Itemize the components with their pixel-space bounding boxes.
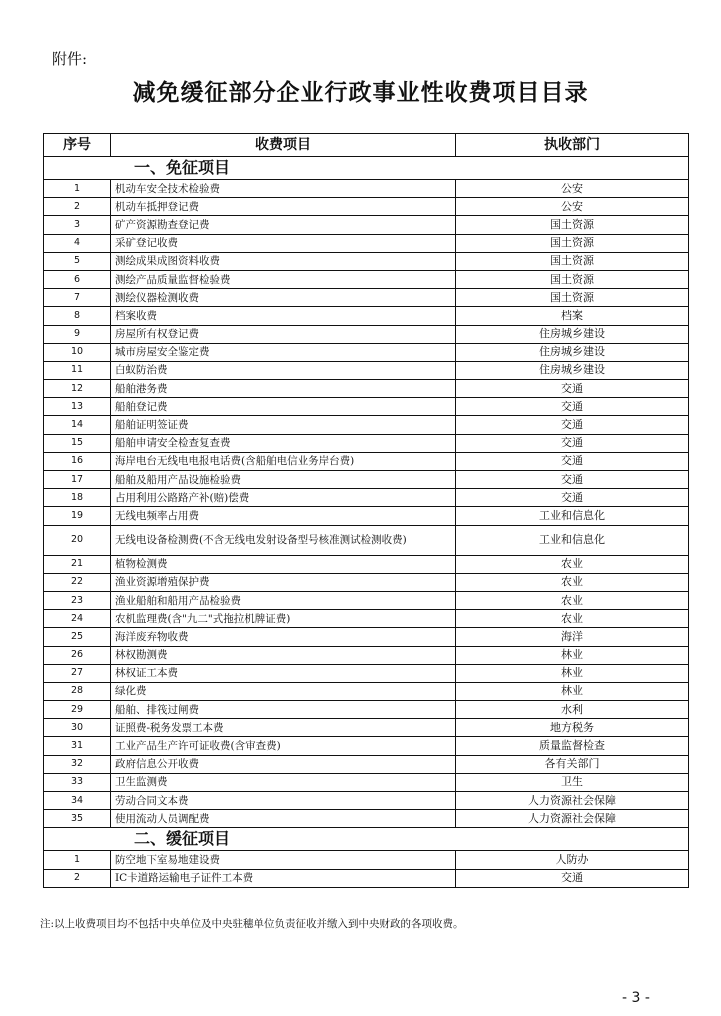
fee-item: 城市房屋安全鉴定费: [111, 343, 456, 361]
table-row: [44, 719, 689, 737]
fee-item: 劳动合同文本费: [111, 792, 456, 810]
fee-item: 植物检测费: [111, 555, 456, 573]
table-row: [44, 737, 689, 755]
collecting-department: 交通: [456, 471, 689, 489]
fee-item: 占用利用公路路产补(赔)偿费: [111, 489, 456, 507]
collecting-department: 住房城乡建设: [456, 361, 689, 379]
row-number: 18: [44, 489, 111, 507]
collecting-department: 国土资源: [456, 289, 689, 307]
fee-item: 海洋废弃物收费: [111, 628, 456, 646]
row-number: 26: [44, 646, 111, 664]
collecting-department: 公安: [456, 180, 689, 198]
fee-item: 农机监理费(含"九二"式拖拉机牌证费): [111, 610, 456, 628]
table-row: [44, 507, 689, 525]
collecting-department: 农业: [456, 610, 689, 628]
fee-item: 防空地下室易地建设费: [111, 851, 456, 869]
collecting-department: 档案: [456, 307, 689, 325]
table-row: [44, 216, 689, 234]
table-row: [44, 234, 689, 252]
collecting-department: 交通: [456, 380, 689, 398]
fee-item: 无线电频率占用费: [111, 507, 456, 525]
table-row: [44, 452, 689, 470]
fee-item: 海岸电台无线电电报电话费(含船舶电信业务岸台费): [111, 452, 456, 470]
table-row: [44, 525, 689, 555]
collecting-department: 工业和信息化: [456, 525, 689, 555]
section-row: [44, 157, 689, 180]
collecting-department: 交通: [456, 416, 689, 434]
row-number: 24: [44, 610, 111, 628]
row-number: 4: [44, 234, 111, 252]
row-number: 20: [44, 525, 111, 555]
row-number: 27: [44, 664, 111, 682]
table-row: [44, 489, 689, 507]
row-number: 5: [44, 252, 111, 270]
collecting-department: 农业: [456, 555, 689, 573]
table-row: [44, 380, 689, 398]
fee-table: [43, 133, 689, 888]
row-number: 7: [44, 289, 111, 307]
fee-item: 证照费-税务发票工本费: [111, 719, 456, 737]
table-row: [44, 307, 689, 325]
table-row: [44, 252, 689, 270]
collecting-department: 工业和信息化: [456, 507, 689, 525]
collecting-department: 国土资源: [456, 234, 689, 252]
footnote: 注:以上收费项目均不包括中央单位及中央驻穗单位负责征收并缴入到中央财政的各项收费。: [40, 918, 464, 930]
fee-item: 测绘产品质量监督检验费: [111, 270, 456, 288]
fee-item: 卫生监测费: [111, 773, 456, 791]
table-row: [44, 398, 689, 416]
collecting-department: 交通: [456, 398, 689, 416]
fee-item: 档案收费: [111, 307, 456, 325]
collecting-department: 交通: [456, 452, 689, 470]
row-number: 2: [44, 198, 111, 216]
fee-item: 林权证工本费: [111, 664, 456, 682]
table-row: [44, 810, 689, 828]
fee-item: 无线电设备检测费(不含无线电发射设备型号核准测试检测收费): [111, 525, 456, 555]
fee-item: 林权勘测费: [111, 646, 456, 664]
table-row: [44, 664, 689, 682]
collecting-department: 质量监督检查: [456, 737, 689, 755]
fee-item: 政府信息公开收费: [111, 755, 456, 773]
fee-item: 船舶证明签证费: [111, 416, 456, 434]
collecting-department: 交通: [456, 434, 689, 452]
row-number: 35: [44, 810, 111, 828]
table-row: [44, 361, 689, 379]
fee-item: 船舶申请安全检查复查费: [111, 434, 456, 452]
row-number: 11: [44, 361, 111, 379]
table-row: [44, 325, 689, 343]
row-number: 16: [44, 452, 111, 470]
table-row: [44, 573, 689, 591]
collecting-department: 交通: [456, 869, 689, 887]
row-number: 28: [44, 682, 111, 700]
page-number: - 3 -: [622, 990, 650, 1006]
header-dept: 执收部门: [456, 134, 689, 157]
section-title: 二、缓征项目: [44, 828, 689, 851]
fee-item: 测绘成果成图资料收费: [111, 252, 456, 270]
row-number: 29: [44, 701, 111, 719]
collecting-department: 农业: [456, 573, 689, 591]
row-number: 8: [44, 307, 111, 325]
row-number: 1: [44, 180, 111, 198]
collecting-department: 住房城乡建设: [456, 325, 689, 343]
row-number: 30: [44, 719, 111, 737]
fee-item: 船舶港务费: [111, 380, 456, 398]
collecting-department: 各有关部门: [456, 755, 689, 773]
table-row: [44, 180, 689, 198]
row-number: 13: [44, 398, 111, 416]
fee-item: 采矿登记收费: [111, 234, 456, 252]
row-number: 2: [44, 869, 111, 887]
row-number: 9: [44, 325, 111, 343]
collecting-department: 国土资源: [456, 252, 689, 270]
section-row: [44, 828, 689, 851]
fee-item: IC卡道路运输电子证件工本费: [111, 869, 456, 887]
collecting-department: 住房城乡建设: [456, 343, 689, 361]
table-row: [44, 773, 689, 791]
table-row: [44, 198, 689, 216]
row-number: 22: [44, 573, 111, 591]
fee-item: 白蚁防治费: [111, 361, 456, 379]
collecting-department: 交通: [456, 489, 689, 507]
row-number: 33: [44, 773, 111, 791]
attachment-label: 附件:: [52, 50, 88, 68]
table-row: [44, 270, 689, 288]
collecting-department: 卫生: [456, 773, 689, 791]
table-row: [44, 628, 689, 646]
table-body: [44, 157, 689, 888]
table-row: [44, 646, 689, 664]
collecting-department: 人力资源社会保障: [456, 792, 689, 810]
table-row: [44, 851, 689, 869]
fee-item: 工业产品生产许可证收费(含审查费): [111, 737, 456, 755]
table-row: [44, 471, 689, 489]
collecting-department: 地方税务: [456, 719, 689, 737]
table-row: [44, 591, 689, 609]
collecting-department: 国土资源: [456, 270, 689, 288]
header-no: 序号: [44, 134, 111, 157]
section-title: 一、免征项目: [44, 157, 689, 180]
fee-item: 房屋所有权登记费: [111, 325, 456, 343]
fee-item: 渔业资源增殖保护费: [111, 573, 456, 591]
row-number: 21: [44, 555, 111, 573]
row-number: 31: [44, 737, 111, 755]
collecting-department: 农业: [456, 591, 689, 609]
row-number: 23: [44, 591, 111, 609]
row-number: 1: [44, 851, 111, 869]
row-number: 14: [44, 416, 111, 434]
table-row: [44, 555, 689, 573]
row-number: 15: [44, 434, 111, 452]
collecting-department: 林业: [456, 646, 689, 664]
table-row: [44, 792, 689, 810]
collecting-department: 公安: [456, 198, 689, 216]
row-number: 3: [44, 216, 111, 234]
fee-item: 机动车安全技术检验费: [111, 180, 456, 198]
fee-item: 渔业船舶和船用产品检验费: [111, 591, 456, 609]
fee-item: 绿化费: [111, 682, 456, 700]
row-number: 25: [44, 628, 111, 646]
collecting-department: 海洋: [456, 628, 689, 646]
row-number: 34: [44, 792, 111, 810]
collecting-department: 人力资源社会保障: [456, 810, 689, 828]
fee-item: 机动车抵押登记费: [111, 198, 456, 216]
table-header-row: [44, 134, 689, 157]
page-title: 减免缓征部分企业行政事业性收费项目目录: [132, 79, 589, 106]
header-item: 收费项目: [111, 134, 456, 157]
table-row: [44, 701, 689, 719]
table-row: [44, 869, 689, 887]
table-row: [44, 682, 689, 700]
table-row: [44, 416, 689, 434]
row-number: 19: [44, 507, 111, 525]
table-row: [44, 610, 689, 628]
fee-item: 矿产资源勘查登记费: [111, 216, 456, 234]
table-row: [44, 434, 689, 452]
fee-item: 船舶及船用产品设施检验费: [111, 471, 456, 489]
collecting-department: 国土资源: [456, 216, 689, 234]
fee-item: 测绘仪器检测收费: [111, 289, 456, 307]
row-number: 10: [44, 343, 111, 361]
table-row: [44, 755, 689, 773]
row-number: 12: [44, 380, 111, 398]
row-number: 6: [44, 270, 111, 288]
collecting-department: 水利: [456, 701, 689, 719]
fee-item: 船舶登记费: [111, 398, 456, 416]
fee-item: 使用流动人员调配费: [111, 810, 456, 828]
table-row: [44, 343, 689, 361]
collecting-department: 林业: [456, 664, 689, 682]
row-number: 32: [44, 755, 111, 773]
collecting-department: 人防办: [456, 851, 689, 869]
row-number: 17: [44, 471, 111, 489]
fee-item: 船舶、排筏过闸费: [111, 701, 456, 719]
collecting-department: 林业: [456, 682, 689, 700]
table-row: [44, 289, 689, 307]
